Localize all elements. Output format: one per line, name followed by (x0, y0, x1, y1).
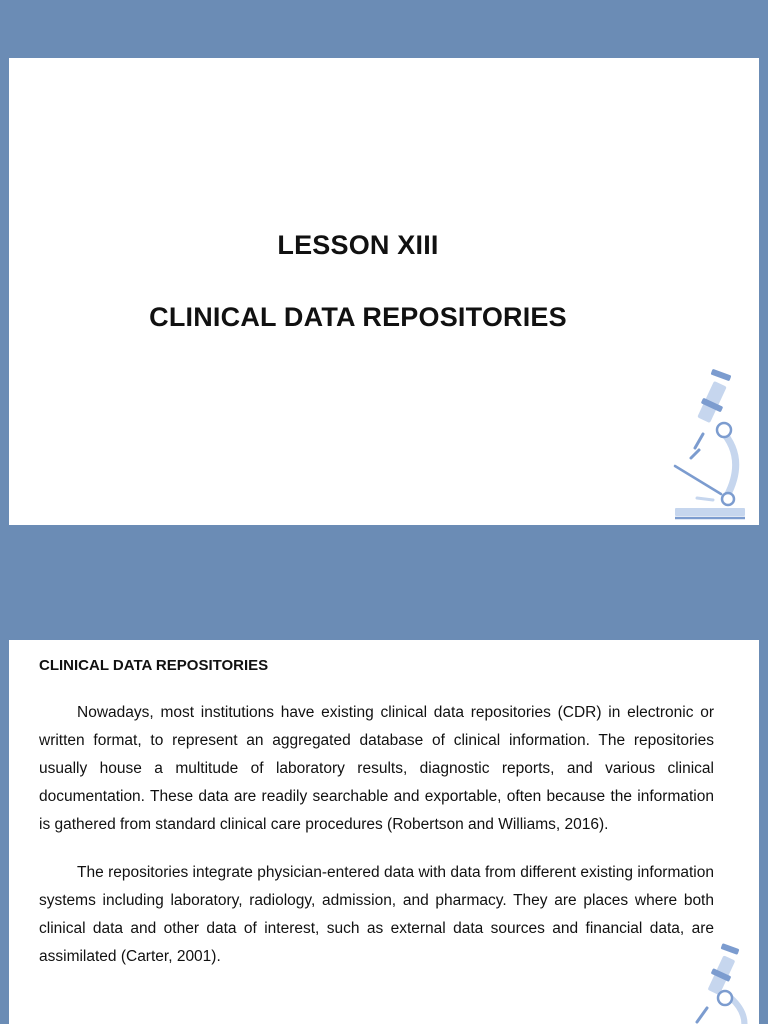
content-slide (9, 640, 759, 1024)
paragraph: Nowadays, most institutions have existing clinical data repositories (CDR) in electronic or written format, to represent an aggregated database of clinical information. The repositories usually house a multitude of laboratory results, diagnostic reports, and various clinical documentation. These data are readily searchable and exportable, often because the information is gathered from standard clinical care procedures (Robertson and Williams, 2016). (39, 704, 714, 833)
lesson-number: LESSON XIII (277, 230, 439, 260)
section-heading: CLINICAL DATA REPOSITORIES (39, 657, 269, 674)
microscope-icon (681, 942, 751, 1024)
lesson-title: CLINICAL DATA REPOSITORIES (149, 302, 567, 332)
paragraph: The repositories integrate physician-entered data with data from different existing information systems including laboratory, radiology, admission, and pharmacy. They are places where both clinical data and other data of interest, such as external data sources and financial data, are assimilated (Carter, 2001). (39, 864, 714, 965)
microscope-icon (661, 368, 745, 520)
title-slide (9, 58, 759, 525)
